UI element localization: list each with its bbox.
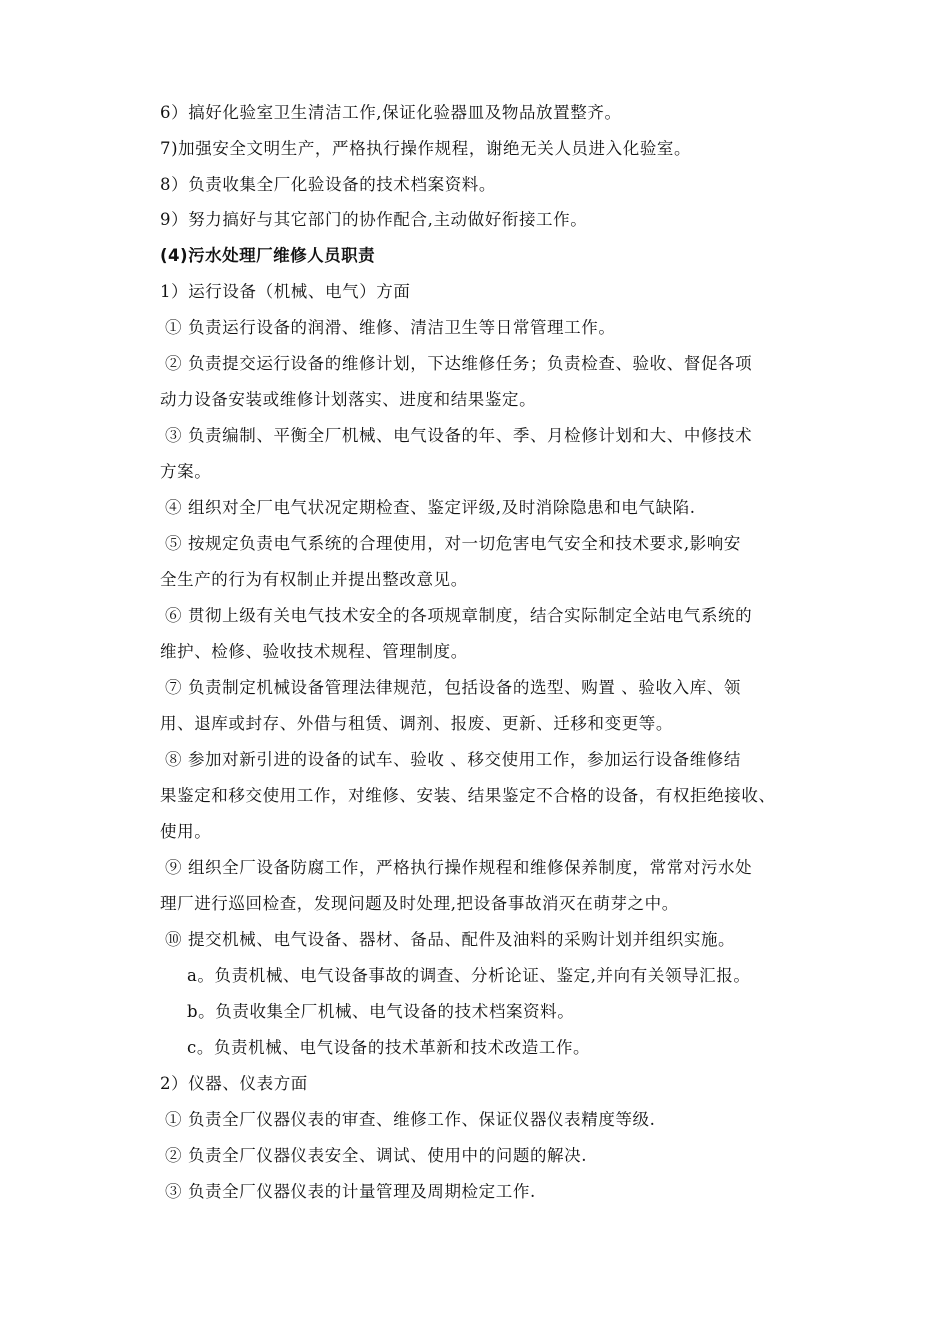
- text-line: 9）努力搞好与其它部门的协作配合,主动做好衔接工作。: [160, 210, 588, 229]
- text-line: ③ 负责编制、平衡全厂机械、电气设备的年、季、月检修计划和大、中修技术: [165, 426, 753, 445]
- text-line: ⑨ 组织全厂设备防腐工作，严格执行操作规程和维修保养制度，常常对污水处: [165, 858, 753, 877]
- text-line: ⑤ 按规定负责电气系统的合理使用，对一切危害电气安全和技术要求,影响安: [165, 534, 741, 553]
- text-line: 方案。: [160, 462, 212, 481]
- text-line: ② 负责提交运行设备的维修计划，下达维修任务；负责检查、验收、督促各项: [165, 354, 753, 373]
- text-line: ⑥ 贯彻上级有关电气技术安全的各项规章制度，结合实际制定全站电气系统的: [165, 606, 753, 625]
- text-line: ⑩ 提交机械、电气设备、器材、备品、配件及油料的采购计划并组织实施。: [165, 930, 736, 949]
- text-line: 用、退库或封存、外借与租赁、调剂、报废、更新、迁移和变更等。: [160, 714, 673, 733]
- text-line: 果鉴定和移交使用工作，对维修、安装、结果鉴定不合格的设备，有权拒绝接收、: [160, 786, 776, 805]
- text-line: 6）搞好化验室卫生清洁工作,保证化验器皿及物品放置整齐。: [160, 103, 622, 122]
- text-line: 7)加强安全文明生产，严格执行操作规程，谢绝无关人员进入化验室。: [160, 139, 692, 158]
- subsection-heading: 2）仪器、仪表方面: [160, 1074, 308, 1093]
- text-line: b。负责收集全厂机械、电气设备的技术档案资料。: [187, 1002, 575, 1021]
- text-line: 维护、检修、验收技术规程、管理制度。: [160, 642, 468, 661]
- text-line: a。负责机械、电气设备事故的调查、分析论证、鉴定,并向有关领导汇报。: [187, 966, 751, 985]
- text-line: ④ 组织对全厂电气状况定期检查、鉴定评级,及时消除隐患和电气缺陷.: [165, 498, 696, 517]
- text-line: ③ 负责全厂仪器仪表的计量管理及周期检定工作.: [165, 1182, 536, 1201]
- text-line: 动力设备安装或维修计划落实、进度和结果鉴定。: [160, 390, 537, 409]
- text-line: c。负责机械、电气设备的技术革新和技术改造工作。: [187, 1038, 591, 1057]
- text-line: 理厂进行巡回检查，发现问题及时处理,把设备事故消灭在萌芽之中。: [160, 894, 679, 913]
- text-line: ① 负责运行设备的润滑、维修、清洁卫生等日常管理工作。: [165, 318, 616, 337]
- text-line: ⑧ 参加对新引进的设备的试车、验收 、移交使用工作，参加运行设备维修结: [165, 750, 741, 769]
- text-line: 全生产的行为有权制止并提出整改意见。: [160, 570, 468, 589]
- text-line: ⑦ 负责制定机械设备管理法律规范，包括设备的选型、购置 、验收入库、领: [165, 678, 741, 697]
- text-line: 8）负责收集全厂化验设备的技术档案资料。: [160, 175, 496, 194]
- subsection-heading: 1）运行设备（机械、电气）方面: [160, 282, 411, 301]
- text-line: 使用。: [160, 822, 212, 841]
- section-heading: (4)污水处理厂维修人员职责: [160, 246, 376, 265]
- text-line: ① 负责全厂仪器仪表的审查、维修工作、保证仪器仪表精度等级.: [165, 1110, 656, 1129]
- text-line: ② 负责全厂仪器仪表安全、调试、使用中的问题的解决.: [165, 1146, 588, 1165]
